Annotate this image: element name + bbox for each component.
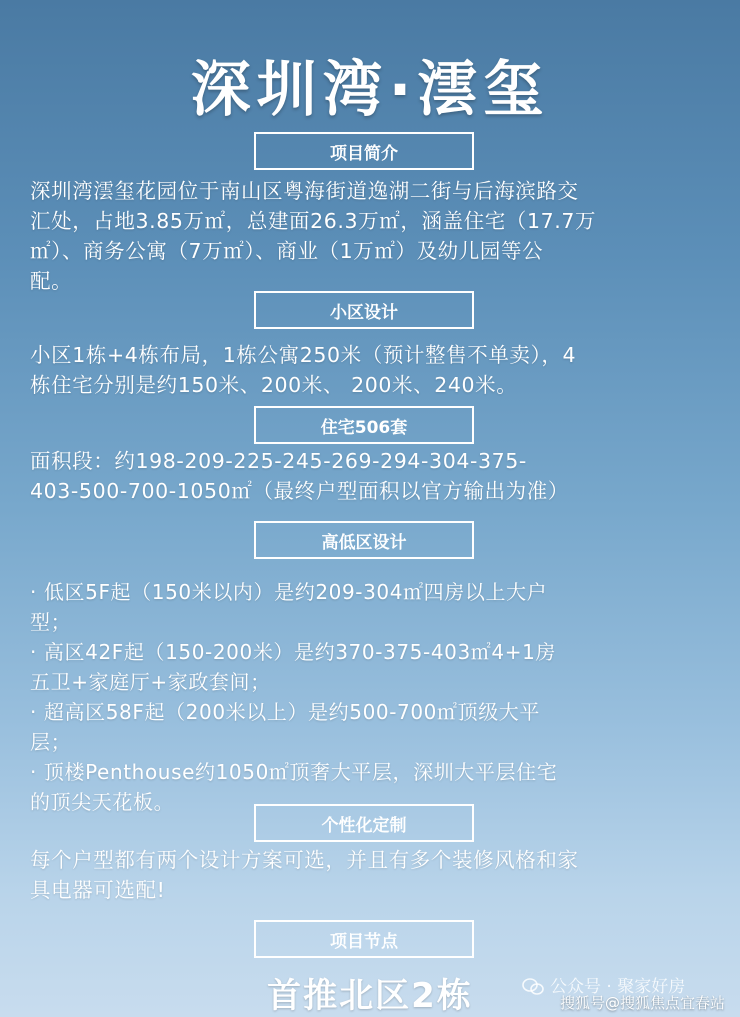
text-line: 层；	[30, 730, 72, 754]
text-line: 具电器可选配!	[30, 878, 166, 902]
section-heading-intro: 项目简介	[254, 132, 474, 170]
wechat-icon	[522, 978, 544, 996]
zones-text	[30, 577, 720, 817]
text-line: 403-500-700-1050㎡（最终户型面积以官方输出为准）	[30, 479, 569, 503]
text-line: 面积段：约198-209-225-245-269-294-304-375-	[30, 449, 527, 473]
text-line: · 高区42F起（150-200米）是约370-375-403㎡4+1房	[30, 640, 556, 664]
section-heading-zones: 高低区设计	[254, 521, 474, 559]
text-line: 五卫+家庭厅+家政套间；	[30, 670, 271, 694]
text-line: 型；	[30, 610, 72, 634]
watermark-site: 搜狐号@搜狐焦点宜春站	[560, 994, 726, 1012]
bottom-headline: 首推北区2栋	[267, 976, 473, 1016]
page-title: 深圳湾·澐玺	[190, 55, 550, 125]
text-line: 小区1栋+4栋布局，1栋公寓250米（预计整售不单卖），4	[30, 343, 577, 367]
text-line: 配。	[30, 269, 73, 293]
text-line: 栋住宅分别是约150米、200米、 200米、240米。	[30, 373, 518, 397]
text-line: · 顶楼Penthouse约1050㎡顶奢大平层，深圳大平层住宅	[30, 760, 558, 784]
custom-text	[30, 845, 720, 905]
text-line: · 超高区58F起（200米以上）是约500-700㎡顶级大平	[30, 700, 541, 724]
text-line: · 低区5F起（150米以内）是约209-304㎡四房以上大户	[30, 580, 548, 604]
text-line: 深圳湾澐玺花园位于南山区粤海街道逸湖二街与后海滨路交	[30, 179, 579, 203]
section-heading-community: 小区设计	[254, 291, 474, 329]
section-heading-nodes: 项目节点	[254, 920, 474, 958]
text-line: 每个户型都有两个设计方案可选，并且有多个装修风格和家	[30, 848, 579, 872]
intro-text	[30, 176, 720, 296]
housing-text	[30, 446, 720, 506]
text-line: ㎡）、商务公寓（7万㎡）、商业（1万㎡）及幼儿园等公	[30, 239, 544, 263]
section-heading-housing: 住宅506套	[254, 406, 474, 444]
section-heading-custom: 个性化定制	[254, 804, 474, 842]
text-line: 汇处，占地3.85万㎡，总建面26.3万㎡，涵盖住宅（17.7万	[30, 209, 597, 233]
community-text	[30, 340, 720, 400]
watermark-account-text: 公众号 · 聚家好房	[550, 977, 686, 997]
text-line: 的顶尖天花板。	[30, 790, 175, 814]
